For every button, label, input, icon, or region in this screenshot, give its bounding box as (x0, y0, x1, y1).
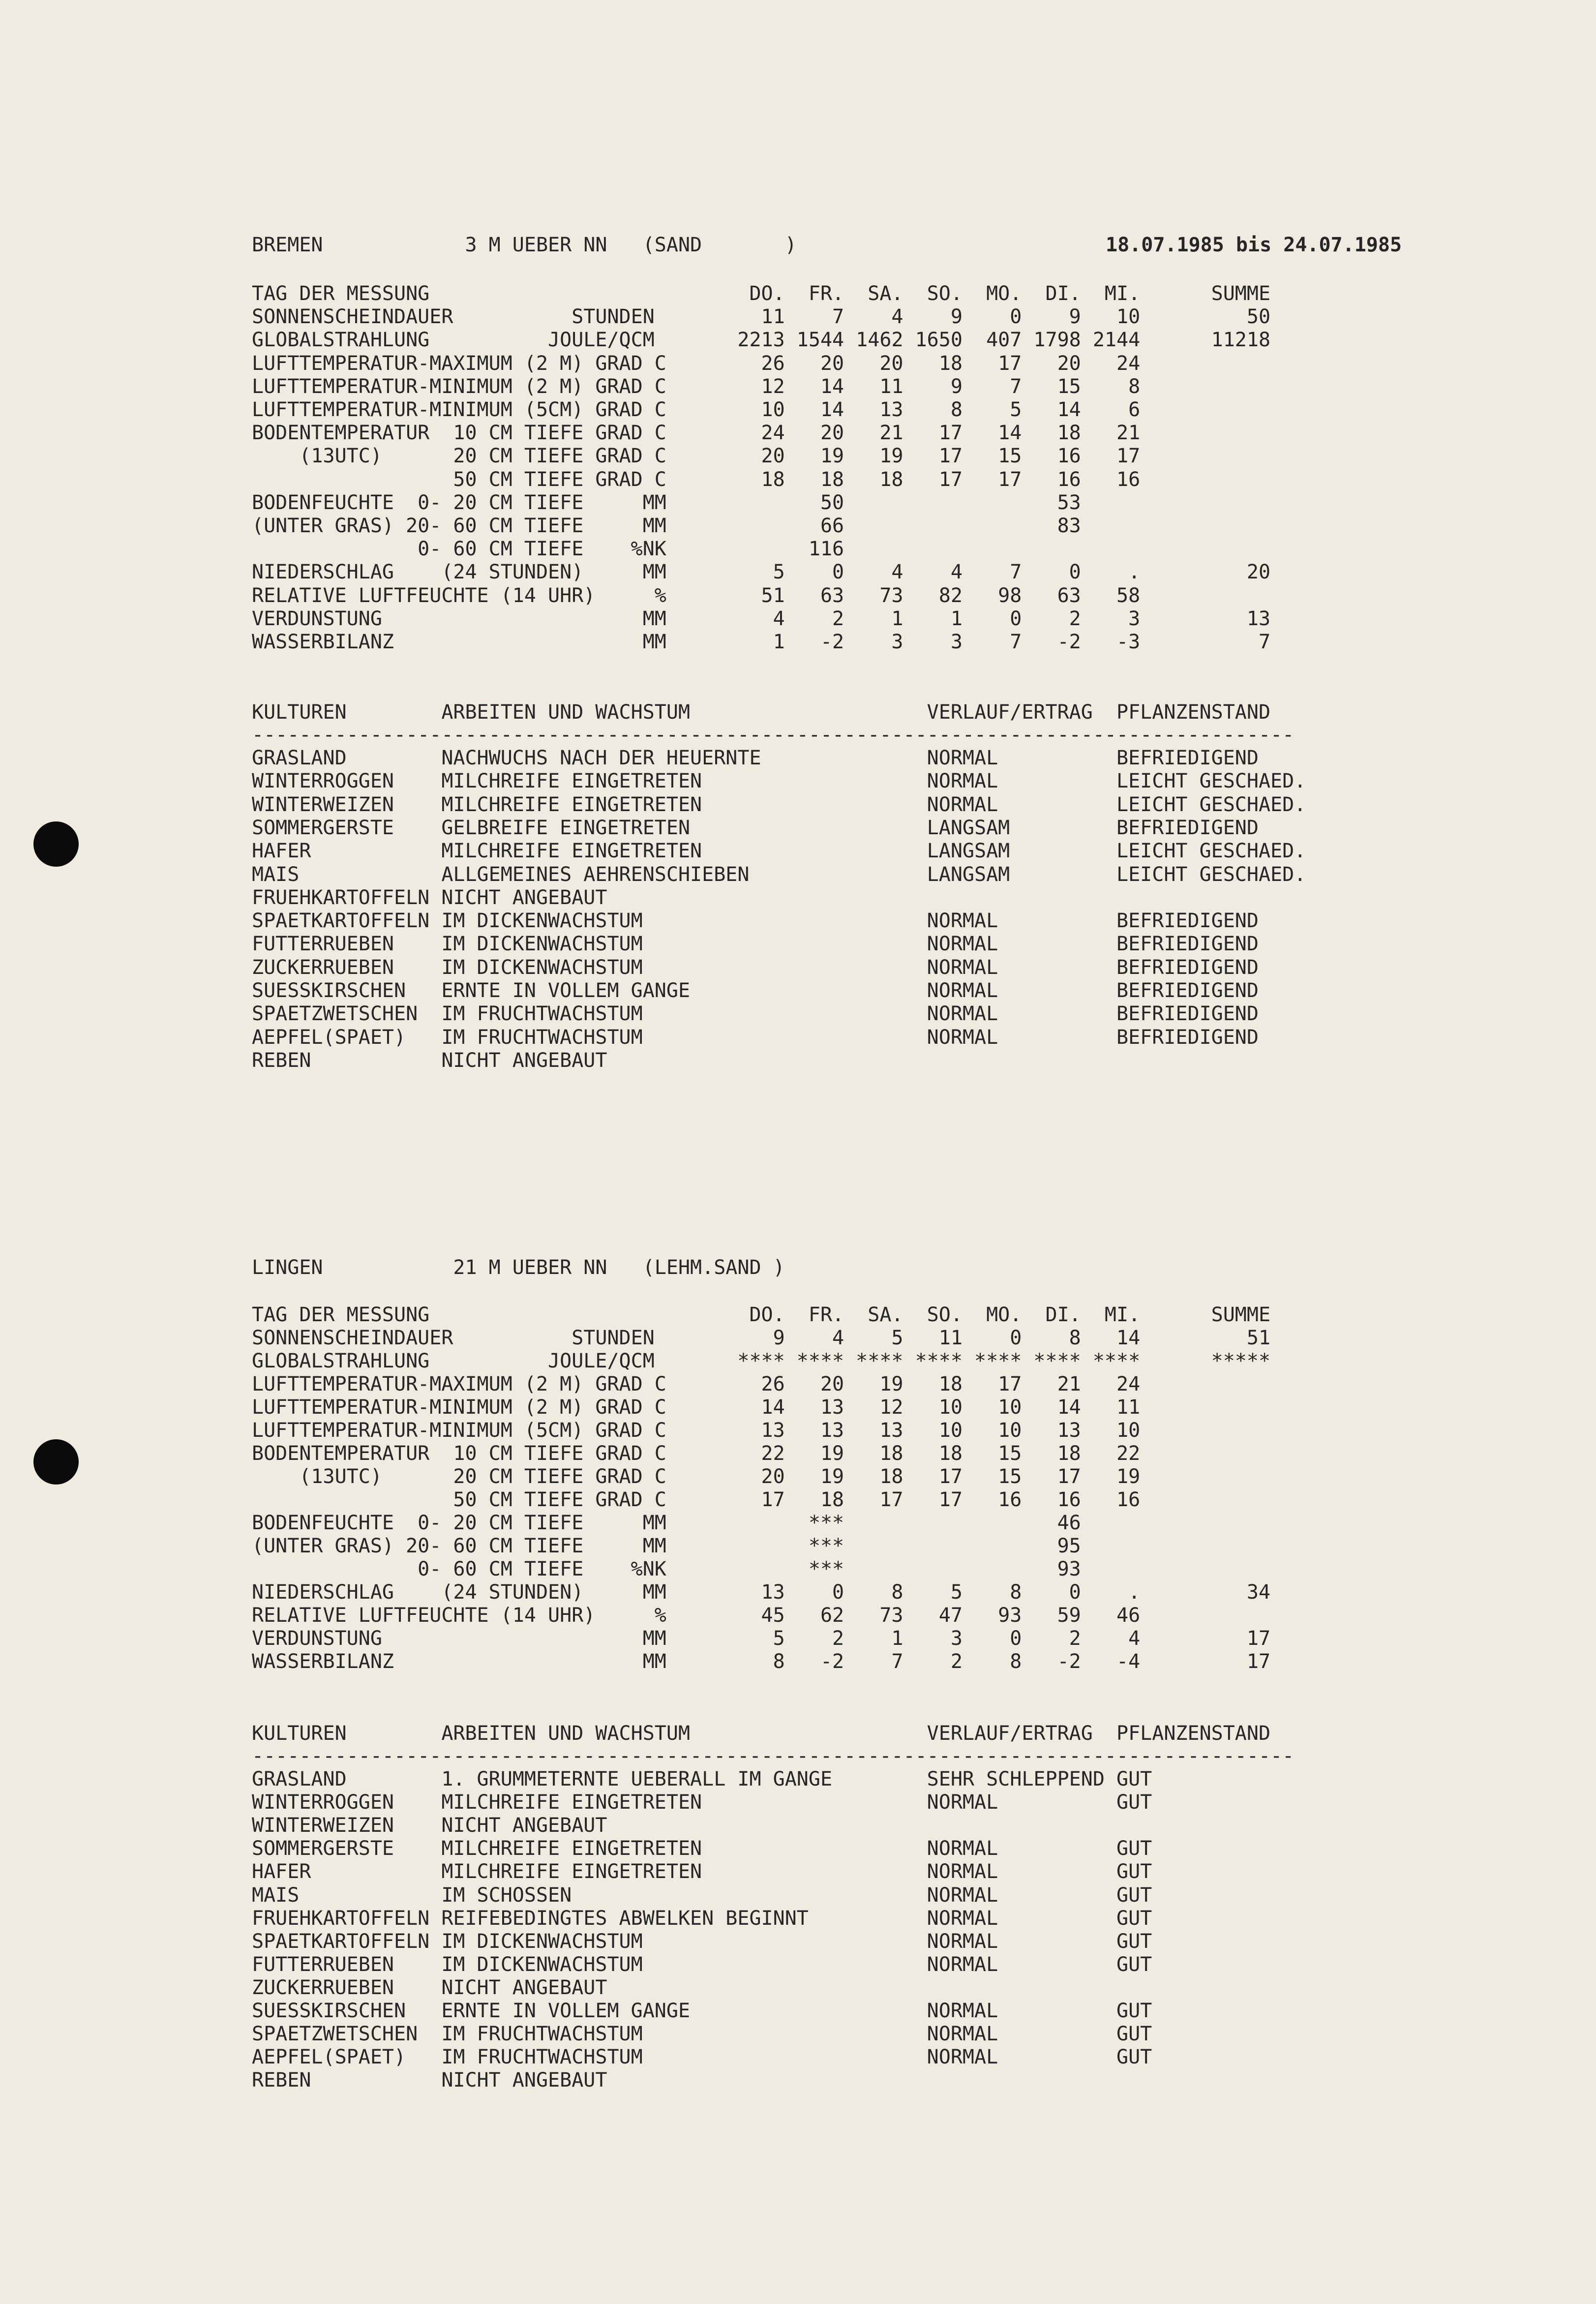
lingen-measurement-row: SONNENSCHEINDAUER STUNDEN 9 4 5 11 0 8 14 51 (252, 1327, 1271, 1349)
bremen-crop-row: SPAETKARTOFFELN IM DICKENWACHSTUM NORMAL BEFRIEDIGEND (252, 909, 1259, 933)
lingen-crop-row: WINTERROGGEN MILCHREIFE EINGETRETEN NORMAL GUT (252, 1791, 1152, 1814)
lingen-crop-row: SPAETZWETSCHEN IM FRUCHTWACHSTUM NORMAL GUT (252, 2023, 1152, 2046)
lingen-crop-row: HAFER MILCHREIFE EINGETRETEN NORMAL GUT (252, 1860, 1152, 1883)
bremen-crop-row: FUTTERRUEBEN IM DICKENWACHSTUM NORMAL BEFRIEDIGEND (252, 933, 1259, 956)
lingen-crop-row: AEPFEL(SPAET) IM FRUCHTWACHSTUM NORMAL GUT (252, 2046, 1152, 2069)
bremen-measurement-row: SONNENSCHEINDAUER STUNDEN 11 7 4 9 0 9 10 50 (252, 305, 1271, 329)
lingen-measurement-row: GLOBALSTRAHLUNG JOULE/QCM **** **** **** **** **** **** **** ***** (252, 1350, 1271, 1372)
lingen-measurement-row: 0- 60 CM TIEFE %NK *** 93 (252, 1558, 1081, 1580)
bremen-measurement-row: BODENTEMPERATUR 10 CM TIEFE GRAD C 24 20 21 17 14 18 21 (252, 422, 1141, 445)
bremen-measurement-row: 0- 60 CM TIEFE %NK 116 (252, 538, 844, 561)
lingen-crop-row: MAIS IM SCHOSSEN NORMAL GUT (252, 1883, 1152, 1907)
lingen-measurement-row: (13UTC) 20 CM TIEFE GRAD C 20 19 18 17 15 17 19 (252, 1465, 1141, 1488)
bremen-crop-row: SOMMERGERSTE GELBREIFE EINGETRETEN LANGSAM BEFRIEDIGEND (252, 816, 1259, 839)
lingen-station-header: LINGEN 21 M UEBER NN (LEHM.SAND ) (252, 1256, 785, 1279)
lingen-measurement-row: WASSERBILANZ MM 8 -2 7 2 8 -2 -4 17 (252, 1650, 1271, 1673)
lingen-crop-row: SPAETKARTOFFELN IM DICKENWACHSTUM NORMAL GUT (252, 1930, 1152, 1953)
lingen-crop-row: REBEN NICHT ANGEBAUT (252, 2069, 607, 2092)
bremen-date-range: 18.07.1985 bis 24.07.1985 (1106, 234, 1402, 256)
bremen-crop-row: WINTERWEIZEN MILCHREIFE EINGETRETEN NORMAL LEICHT GESCHAED. (252, 793, 1306, 816)
lingen-crop-row: GRASLAND 1. GRUMMETERNTE UEBERALL IM GANGE SEHR SCHLEPPEND GUT (252, 1768, 1152, 1790)
lingen-measurement-row: NIEDERSCHLAG (24 STUNDEN) MM 13 0 8 5 8 0 . 34 (252, 1581, 1271, 1604)
bremen-measurement-row: VERDUNSTUNG MM 4 2 1 1 0 2 3 13 (252, 607, 1271, 630)
bremen-crop-row: FRUEHKARTOFFELN NICHT ANGEBAUT (252, 886, 607, 909)
lingen-crop-row: SUESSKIRSCHEN ERNTE IN VOLLEM GANGE NORMAL GUT (252, 2000, 1152, 2022)
lingen-crop-row: WINTERWEIZEN NICHT ANGEBAUT (252, 1814, 607, 1837)
bremen-measurement-row: (13UTC) 20 CM TIEFE GRAD C 20 19 19 17 15 16 17 (252, 445, 1141, 468)
bremen-crop-row: SPAETZWETSCHEN IM FRUCHTWACHSTUM NORMAL BEFRIEDIGEND (252, 1002, 1259, 1026)
bremen-crop-row: AEPFEL(SPAET) IM FRUCHTWACHSTUM NORMAL BEFRIEDIGEND (252, 1026, 1259, 1049)
lingen-crop-row: FUTTERRUEBEN IM DICKENWACHSTUM NORMAL GUT (252, 1953, 1152, 1976)
bremen-measurement-row: RELATIVE LUFTFEUCHTE (14 UHR) % 51 63 73 82 98 63 58 (252, 584, 1141, 607)
bremen-measurement-row: LUFTTEMPERATUR-MINIMUM (5CM) GRAD C 10 14 13 8 5 14 6 (252, 398, 1141, 421)
bremen-measurement-row: NIEDERSCHLAG (24 STUNDEN) MM 5 0 4 4 7 0 . 20 (252, 561, 1271, 584)
lingen-measurement-row: VERDUNSTUNG MM 5 2 1 3 0 2 4 17 (252, 1627, 1271, 1650)
bremen-measurement-row: (UNTER GRAS) 20- 60 CM TIEFE MM 66 83 (252, 515, 1081, 537)
bremen-crop-row: ZUCKERRUEBEN IM DICKENWACHSTUM NORMAL BEFRIEDIGEND (252, 956, 1259, 979)
lingen-divider: ---------------------------------------------------------------------------------------- (252, 1745, 1295, 1767)
lingen-measurement-row: LUFTTEMPERATUR-MAXIMUM (2 M) GRAD C 26 20 19 18 17 21 24 (252, 1373, 1141, 1395)
lingen-crop-row: SOMMERGERSTE MILCHREIFE EINGETRETEN NORMAL GUT (252, 1837, 1152, 1860)
bremen-measurement-row: 50 CM TIEFE GRAD C 18 18 18 17 17 16 16 (252, 468, 1141, 491)
bremen-crop-table-header: KULTUREN ARBEITEN UND WACHSTUM VERLAUF/ERTRAG PFLANZENSTAND (252, 701, 1271, 724)
lingen-measurement-row: (UNTER GRAS) 20- 60 CM TIEFE MM *** 95 (252, 1535, 1081, 1557)
punch-hole-icon (33, 821, 79, 867)
bremen-measurement-row: WASSERBILANZ MM 1 -2 3 3 7 -2 -3 7 (252, 631, 1271, 653)
lingen-crop-table-header: KULTUREN ARBEITEN UND WACHSTUM VERLAUF/ERTRAG PFLANZENSTAND (252, 1722, 1271, 1745)
bremen-measurement-row: LUFTTEMPERATUR-MINIMUM (2 M) GRAD C 12 14 11 9 7 15 8 (252, 375, 1141, 398)
punch-hole-icon (33, 1439, 79, 1485)
bremen-divider: ---------------------------------------------------------------------------------------- (252, 724, 1295, 746)
lingen-measurement-row: 50 CM TIEFE GRAD C 17 18 17 17 16 16 16 (252, 1488, 1141, 1511)
bremen-crop-row: GRASLAND NACHWUCHS NACH DER HEUERNTE NORMAL BEFRIEDIGEND (252, 747, 1259, 769)
bremen-station-header: BREMEN 3 M UEBER NN (SAND ) (252, 234, 797, 256)
bremen-crop-row: SUESSKIRSCHEN ERNTE IN VOLLEM GANGE NORMAL BEFRIEDIGEND (252, 979, 1259, 1002)
lingen-measurement-row: RELATIVE LUFTFEUCHTE (14 UHR) % 45 62 73 47 93 59 46 (252, 1604, 1141, 1627)
bremen-measurement-row: GLOBALSTRAHLUNG JOULE/QCM 2213 1544 1462 1650 407 1798 2144 11218 (252, 329, 1271, 352)
bremen-crop-row: WINTERROGGEN MILCHREIFE EINGETRETEN NORMAL LEICHT GESCHAED. (252, 770, 1306, 793)
bremen-measurement-row: TAG DER MESSUNG DO. FR. SA. SO. MO. DI. MI. SUMME (252, 282, 1271, 305)
bremen-crop-row: REBEN NICHT ANGEBAUT (252, 1049, 607, 1072)
lingen-crop-row: FRUEHKARTOFFELN REIFEBEDINGTES ABWELKEN BEGINNT NORMAL GUT (252, 1907, 1152, 1930)
lingen-crop-row: ZUCKERRUEBEN NICHT ANGEBAUT (252, 1976, 607, 1999)
bremen-measurement-row: LUFTTEMPERATUR-MAXIMUM (2 M) GRAD C 26 20 20 18 17 20 24 (252, 352, 1141, 375)
bremen-crop-row: HAFER MILCHREIFE EINGETRETEN LANGSAM LEICHT GESCHAED. (252, 840, 1306, 863)
lingen-measurement-row: LUFTTEMPERATUR-MINIMUM (2 M) GRAD C 14 13 12 10 10 14 11 (252, 1396, 1141, 1419)
lingen-measurement-row: LUFTTEMPERATUR-MINIMUM (5CM) GRAD C 13 13 13 10 10 13 10 (252, 1419, 1141, 1442)
lingen-measurement-row: TAG DER MESSUNG DO. FR. SA. SO. MO. DI. MI. SUMME (252, 1304, 1271, 1326)
bremen-measurement-row: BODENFEUCHTE 0- 20 CM TIEFE MM 50 53 (252, 491, 1081, 514)
lingen-measurement-row: BODENFEUCHTE 0- 20 CM TIEFE MM *** 46 (252, 1512, 1081, 1534)
lingen-measurement-row: BODENTEMPERATUR 10 CM TIEFE GRAD C 22 19 18 18 15 18 22 (252, 1442, 1141, 1465)
bremen-crop-row: MAIS ALLGEMEINES AEHRENSCHIEBEN LANGSAM LEICHT GESCHAED. (252, 863, 1306, 886)
